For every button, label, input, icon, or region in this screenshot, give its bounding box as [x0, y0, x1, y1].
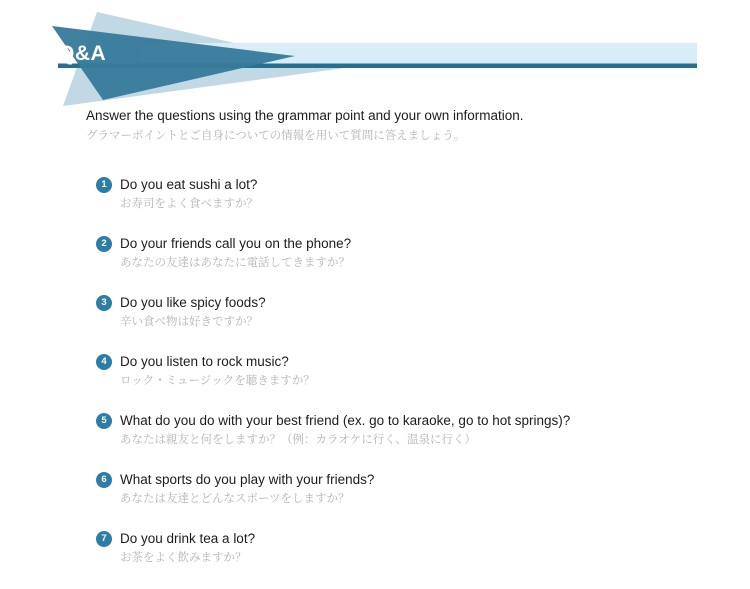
question-en: Do your friends call you on the phone?	[120, 236, 352, 251]
question-ja: ロック・ミュージックを聴きますか？	[120, 375, 315, 387]
question-ja: あなたの友達はあなたに電話してきますか？	[120, 257, 350, 269]
question-en: Do you drink tea a lot?	[120, 531, 256, 546]
instruction-ja: グラマーポイントとご自身についての情報を用いて質問に答えましょう。	[86, 130, 466, 142]
question-row	[96, 235, 716, 271]
question-list	[96, 176, 716, 589]
question-text-block	[120, 235, 351, 271]
question-row	[96, 353, 716, 389]
question-row	[96, 176, 716, 212]
qa-header	[0, 0, 750, 118]
question-en: Do you eat sushi a lot?	[120, 177, 258, 192]
question-ja: あなたは親友と何をしますか？（例：カラオケに行く、温泉に行く）	[120, 434, 477, 446]
question-ja: あなたは友達とどんなスポーツをしますか？	[120, 493, 350, 505]
qa-header-graphic	[0, 0, 750, 118]
question-ja: お寿司をよく食べますか？	[120, 198, 258, 210]
question-en: What do you do with your best friend (ex. go to karaoke, go to hot springs)?	[120, 413, 571, 428]
question-text-block	[120, 412, 570, 448]
question-number-badge: 7	[96, 531, 112, 547]
question-number-badge: 4	[96, 354, 112, 370]
question-row	[96, 294, 716, 330]
question-number-badge: 3	[96, 295, 112, 311]
question-text-block	[120, 176, 258, 212]
question-en: Do you like spicy foods?	[120, 295, 266, 310]
question-row	[96, 530, 716, 566]
question-text-block	[120, 530, 255, 566]
question-number-badge: 2	[96, 236, 112, 252]
instruction-block	[86, 107, 706, 144]
instruction-en: Answer the questions using the grammar point and your own information.	[86, 108, 524, 123]
question-ja: お茶をよく飲みますか？	[120, 552, 247, 564]
qa-header-title: Q&A	[58, 42, 107, 65]
question-number-badge: 6	[96, 472, 112, 488]
question-number-badge: 1	[96, 177, 112, 193]
question-ja: 辛い食べ物は好きですか？	[120, 316, 258, 328]
question-en: What sports do you play with your friends?	[120, 472, 375, 487]
question-row	[96, 471, 716, 507]
question-en: Do you listen to rock music?	[120, 354, 289, 369]
question-row	[96, 412, 716, 448]
question-text-block	[120, 294, 266, 330]
question-text-block	[120, 353, 315, 389]
question-text-block	[120, 471, 374, 507]
question-number-badge: 5	[96, 413, 112, 429]
